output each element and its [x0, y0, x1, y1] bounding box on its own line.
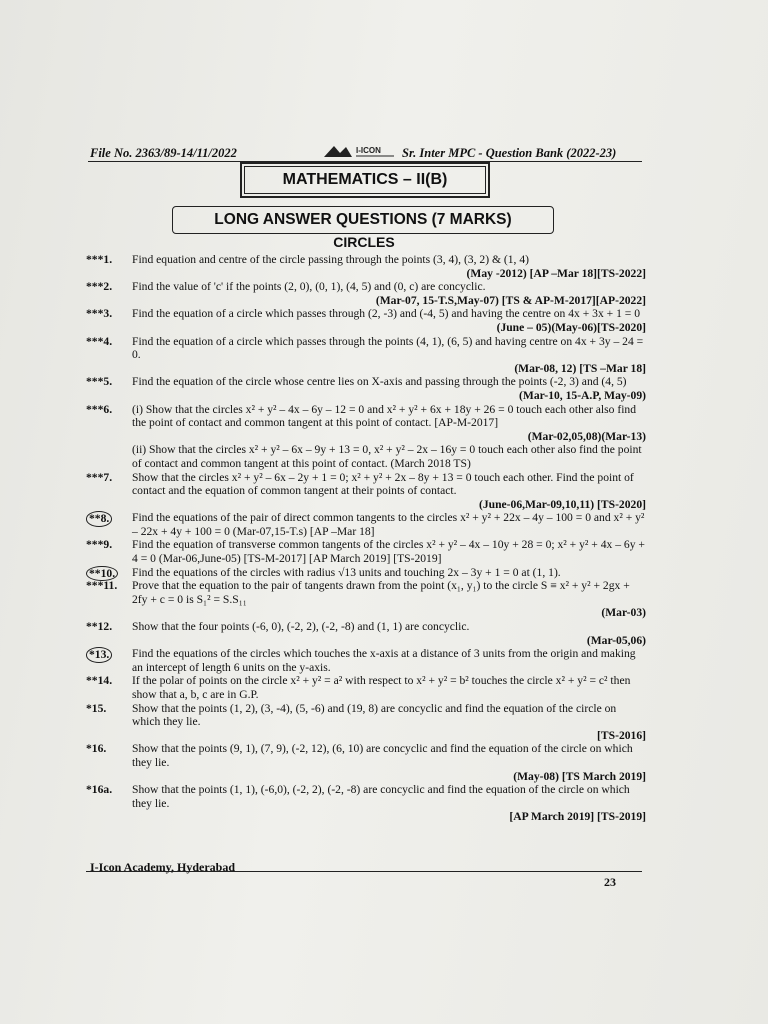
question-text: Show that the points (9, 1), (7, 9), (-2, 12), (6, 10) are concyclic and find the equation of the circle on which they lie.	[132, 742, 633, 769]
question-text: (ii) Show that the circles x² + y² – 6x – 9y + 13 = 0, x² + y² – 2x – 16y = 0 touch each other also find the point of contact and common tangent at this point of contact. (March 2018 TS)	[132, 443, 642, 470]
question-number: *13.	[86, 647, 112, 663]
question-text: Find the equations of the pair of direct common tangents to the circles x² + y² + 22x – 4y – 100 = 0 and x² + y² – 22x + 4y + 100 = 0 (Mar-07,15-T.s) [AP –Mar 18]	[132, 511, 645, 538]
question-bank-title: Sr. Inter MPC - Question Bank (2022-23)	[402, 146, 617, 160]
question-item	[86, 538, 646, 565]
topic-title: CIRCLES	[333, 234, 395, 250]
question-item	[86, 471, 646, 512]
question-source: (June – 05)(May-06)[TS-2020]	[496, 320, 646, 334]
question-item	[86, 403, 646, 444]
question-item	[86, 253, 646, 280]
question-item	[86, 511, 646, 538]
question-item	[86, 674, 646, 701]
question-item	[86, 702, 646, 743]
question-number: ***2.	[86, 280, 113, 294]
question-text: Show that the points (1, 1), (-6,0), (-2, 2), (-2, -8) are concyclic and find the equation of the circle on which they lie.	[132, 783, 630, 810]
question-text: Find the equation of transverse common tangents of the circles x² + y² – 4x – 10y + 28 = 0; x² + y² + 4x – 6y + 4 = 0 (Mar-06,June-05) [TS-M-2017] [AP March 2019] [TS-2019]	[132, 538, 645, 566]
question-number: *16.	[86, 742, 107, 756]
question-text: Find the equations of the circles with radius √13 units and touching 2x – 3y + 1 = 0 at (1, 1).	[132, 565, 561, 579]
question-text: Find equation and centre of the circle passing through the points (3, 4), (3, 2) & (1, 4)	[132, 253, 529, 266]
question-number: *15.	[86, 701, 107, 715]
question-number: **12.	[86, 620, 113, 634]
question-source: (Mar-07, 15-T.S,May-07) [TS & AP-M-2017][AP-2022]	[375, 293, 646, 307]
question-number: *16a.	[86, 783, 113, 797]
question-source: (Mar-08, 12) [TS –Mar 18]	[514, 361, 646, 375]
question-list	[86, 253, 646, 824]
question-source: (May-08) [TS March 2019]	[513, 769, 646, 783]
question-number: **8.	[86, 511, 112, 527]
subject-title: MATHEMATICS – II(B)	[244, 166, 486, 194]
question-text: Find the value of 'c' if the points (2, 0), (0, 1), (4, 5) and (0, c) are concyclic.	[132, 280, 486, 294]
academy-logo	[322, 143, 398, 159]
question-source: (May -2012) [AP –Mar 18][TS-2022]	[466, 266, 646, 280]
question-number: **10.	[86, 566, 118, 582]
question-text: Find the equations of the circles which touches the x-axis at a distance of 3 units from the origin and making an intercept of length 6 units on the y-axis.	[132, 647, 636, 674]
question-item	[86, 307, 646, 334]
question-number: ***4.	[86, 334, 113, 348]
question-text: (i) Show that the circles x² + y² – 4x – 6y – 12 = 0 and x² + y² + 6x + 18y + 26 = 0 touch each other also find the point of contact and common tangent at this point of contact. [AP-M-2017]	[132, 402, 637, 430]
question-source: (Mar-02,05,08)(Mar-13)	[527, 429, 646, 443]
question-item	[86, 335, 646, 376]
question-item	[86, 783, 646, 824]
header-rule	[88, 161, 642, 162]
question-number: ***7.	[86, 470, 113, 484]
question-source: (Mar-05,06)	[586, 633, 646, 647]
question-text: Show that the points (1, 2), (3, -4), (5, -6) and (19, 8) are concyclic and find the equation of the circle on which they lie.	[132, 701, 617, 729]
question-number: ***1.	[86, 253, 113, 266]
footer-academy: I-Icon Academy, Hyderabad	[90, 860, 236, 874]
question-source: [TS-2016]	[597, 728, 646, 742]
question-item	[86, 566, 646, 580]
question-number: ***11.	[86, 579, 118, 593]
question-item	[86, 647, 646, 674]
question-item	[86, 620, 646, 647]
question-item	[86, 375, 646, 402]
question-text: Prove that the equation to the pair of tangents drawn from the point (x₁, y₁) to the circle S ≡ x² + y² + 2gx + 2fy + c = 0 is S₁² = S.S₁₁	[132, 579, 630, 606]
question-source: (June-06,Mar-09,10,11) [TS-2020]	[478, 497, 646, 511]
question-item	[86, 579, 646, 620]
logo-text: I-ICON	[356, 146, 381, 155]
page-number: 23	[604, 875, 616, 889]
question-text: Find the equation of a circle which passes through (2, -3) and (-4, 5) and having the centre on 4x + 3x + 1 = 0	[132, 307, 641, 321]
question-number: ***5.	[86, 375, 113, 389]
footer-rule	[86, 871, 642, 872]
question-text: Show that the four points (-6, 0), (-2, 2), (-2, -8) and (1, 1) are concyclic.	[132, 620, 470, 634]
section-title: LONG ANSWER QUESTIONS (7 MARKS)	[172, 206, 554, 234]
question-number: ***6.	[86, 402, 113, 416]
question-item	[86, 443, 646, 470]
question-text: Find the equation of the circle whose centre lies on X-axis and passing through the points (-2, 3) and (4, 5)	[132, 375, 627, 389]
question-number: ***9.	[86, 538, 113, 552]
question-text: Show that the circles x² + y² – 6x – 2y + 1 = 0; x² + y² + 2x – 8y + 13 = 0 touch each other. Find the point of contact and the equation of common tangent at their points of contact.	[132, 470, 634, 498]
question-text: Find the equation of a circle which passes through the points (4, 1), (6, 5) and having centre on 4x + 3y – 24 = 0.	[132, 334, 644, 362]
question-source: (Mar-03)	[601, 606, 646, 620]
question-number: **14.	[86, 674, 113, 688]
question-source: [AP March 2019] [TS-2019]	[509, 810, 646, 824]
question-source: (Mar-10, 15-A.P, May-09)	[519, 388, 646, 402]
file-number: File No. 2363/89-14/11/2022	[90, 146, 237, 160]
question-text: If the polar of points on the circle x² + y² = a² with respect to x² + y² = b² touches the circle x² + y² = c² then show that a, b, c are in G.P.	[132, 674, 631, 701]
question-item	[86, 280, 646, 307]
question-item	[86, 742, 646, 783]
question-number: ***3.	[86, 307, 113, 321]
